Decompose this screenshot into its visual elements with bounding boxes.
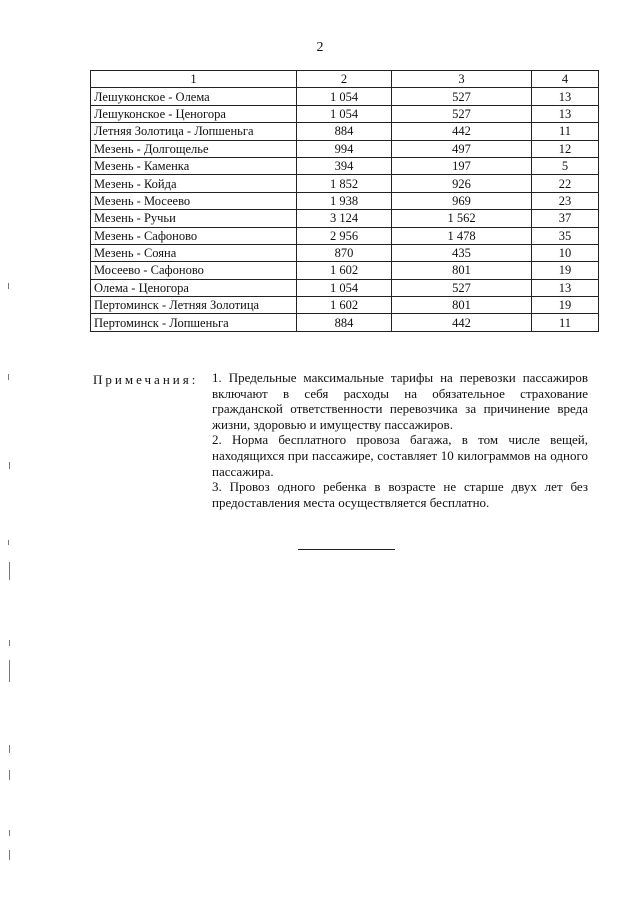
scan-mark <box>9 562 10 580</box>
scan-mark <box>9 640 10 646</box>
table-row <box>91 244 599 261</box>
value-cell: 197 <box>392 157 532 174</box>
table-row <box>91 88 599 105</box>
table-row <box>91 105 599 122</box>
table-row <box>91 297 599 314</box>
route-cell: Мосеево - Сафоново <box>91 262 297 279</box>
table-row <box>91 157 599 174</box>
value-cell: 926 <box>392 175 532 192</box>
value-cell: 527 <box>392 279 532 296</box>
route-cell: Олема - Ценогора <box>91 279 297 296</box>
value-cell: 11 <box>532 123 599 140</box>
scan-mark <box>9 745 10 753</box>
table-row <box>91 314 599 331</box>
value-cell: 1 054 <box>297 88 392 105</box>
table-row <box>91 227 599 244</box>
value-cell: 13 <box>532 279 599 296</box>
value-cell: 1 562 <box>392 210 532 227</box>
column-header-1: 1 <box>91 71 297 88</box>
scan-mark <box>9 462 10 469</box>
value-cell: 1 478 <box>392 227 532 244</box>
notes-body <box>212 370 588 510</box>
table-row <box>91 192 599 209</box>
note-item: 1. Предельные максимальные тарифы на перевозки пассажиров включают в себя расходы на обязательное страхование гражданской ответственности перевозчика за причинение вреда жизни, здоровью и имуществу пассажиров. <box>212 370 588 432</box>
table-row <box>91 140 599 157</box>
value-cell: 1 054 <box>297 105 392 122</box>
value-cell: 13 <box>532 88 599 105</box>
closing-divider-line <box>298 549 395 550</box>
route-cell: Летняя Золотица - Лопшеньга <box>91 123 297 140</box>
note-item: 3. Провоз одного ребенка в возрасте не старше двух лет без предоставления места осуществляется бесплатно. <box>212 479 588 510</box>
value-cell: 870 <box>297 244 392 261</box>
value-cell: 37 <box>532 210 599 227</box>
note-item: 2. Норма бесплатного провоза багажа, в том числе вещей, находящихся при пассажире, составляет 10 килограммов на одного пассажира. <box>212 432 588 479</box>
route-cell: Мезень - Сафоново <box>91 227 297 244</box>
column-header-2: 2 <box>297 71 392 88</box>
value-cell: 1 938 <box>297 192 392 209</box>
value-cell: 10 <box>532 244 599 261</box>
value-cell: 19 <box>532 297 599 314</box>
scan-mark <box>8 540 9 545</box>
value-cell: 23 <box>532 192 599 209</box>
value-cell: 394 <box>297 157 392 174</box>
table-row <box>91 175 599 192</box>
value-cell: 22 <box>532 175 599 192</box>
scan-mark <box>8 374 9 380</box>
route-cell: Мезень - Койда <box>91 175 297 192</box>
scan-mark <box>9 850 10 860</box>
route-cell: Лешуконское - Олема <box>91 88 297 105</box>
value-cell: 1 054 <box>297 279 392 296</box>
value-cell: 969 <box>392 192 532 209</box>
table-row <box>91 210 599 227</box>
value-cell: 994 <box>297 140 392 157</box>
value-cell: 442 <box>392 314 532 331</box>
tariff-table <box>90 70 599 332</box>
table-row <box>91 279 599 296</box>
route-cell: Мезень - Сояна <box>91 244 297 261</box>
value-cell: 497 <box>392 140 532 157</box>
route-cell: Мезень - Каменка <box>91 157 297 174</box>
scan-mark <box>8 283 9 289</box>
value-cell: 1 602 <box>297 262 392 279</box>
value-cell: 527 <box>392 88 532 105</box>
route-cell: Мезень - Долгощелье <box>91 140 297 157</box>
value-cell: 435 <box>392 244 532 261</box>
route-cell: Лешуконское - Ценогора <box>91 105 297 122</box>
value-cell: 5 <box>532 157 599 174</box>
page-number: 2 <box>316 40 324 55</box>
route-cell: Мезень - Ручьи <box>91 210 297 227</box>
value-cell: 19 <box>532 262 599 279</box>
value-cell: 527 <box>392 105 532 122</box>
table-row <box>91 123 599 140</box>
scan-mark <box>9 830 10 836</box>
value-cell: 13 <box>532 105 599 122</box>
route-cell: Пертоминск - Лопшеньга <box>91 314 297 331</box>
scan-mark <box>9 660 10 682</box>
route-cell: Пертоминск - Летняя Золотица <box>91 297 297 314</box>
value-cell: 884 <box>297 314 392 331</box>
value-cell: 801 <box>392 297 532 314</box>
value-cell: 3 124 <box>297 210 392 227</box>
value-cell: 11 <box>532 314 599 331</box>
value-cell: 12 <box>532 140 599 157</box>
column-header-3: 3 <box>392 71 532 88</box>
route-cell: Мезень - Мосеево <box>91 192 297 209</box>
value-cell: 2 956 <box>297 227 392 244</box>
scan-mark <box>9 770 10 780</box>
table-row <box>91 262 599 279</box>
notes-label: Примечания: <box>93 372 199 387</box>
table-header-row <box>91 71 599 88</box>
value-cell: 442 <box>392 123 532 140</box>
value-cell: 1 602 <box>297 297 392 314</box>
value-cell: 884 <box>297 123 392 140</box>
value-cell: 35 <box>532 227 599 244</box>
value-cell: 801 <box>392 262 532 279</box>
column-header-4: 4 <box>532 71 599 88</box>
value-cell: 1 852 <box>297 175 392 192</box>
